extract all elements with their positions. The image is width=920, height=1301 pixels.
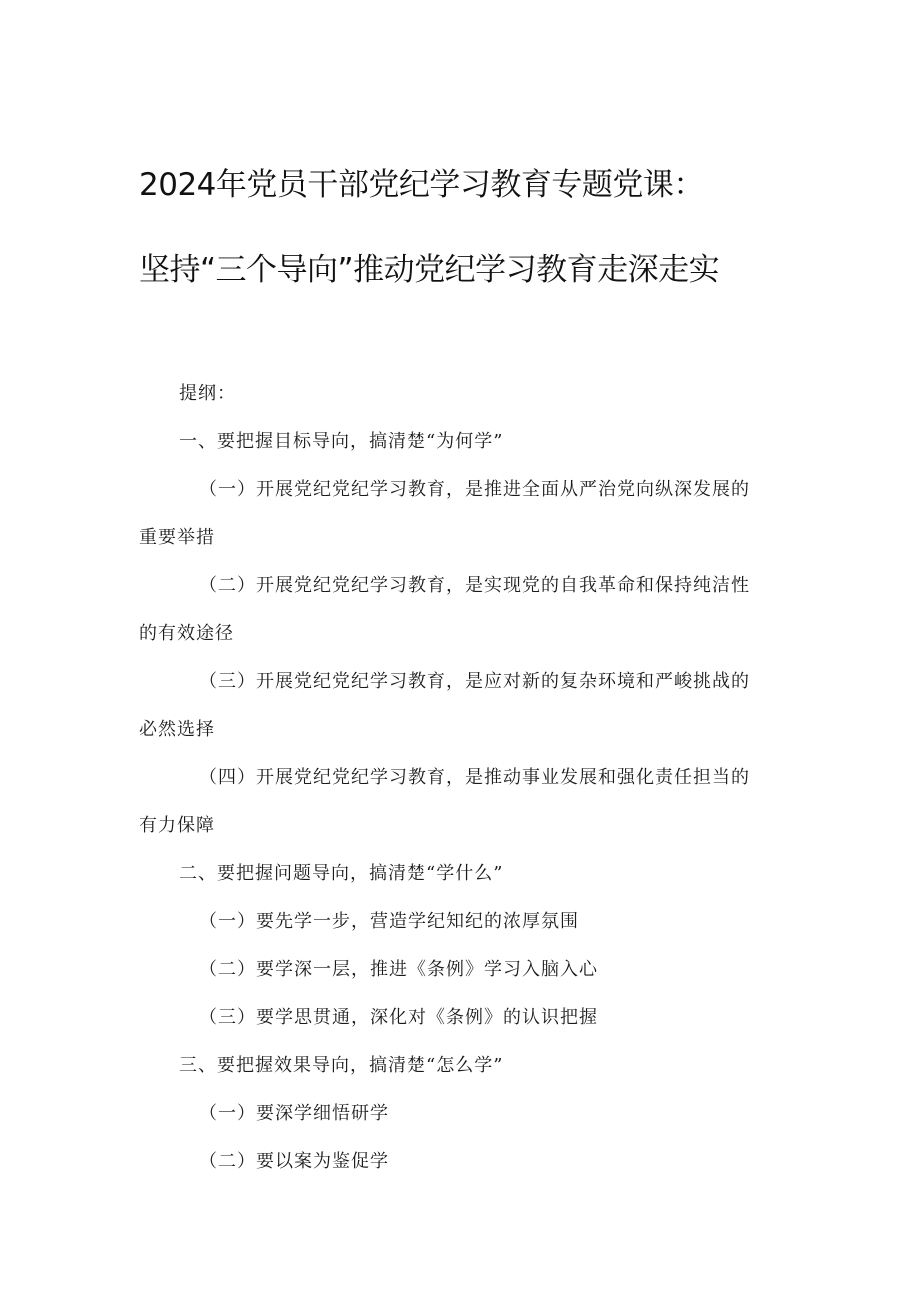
section-heading: 一、要把握目标导向，搞清楚“为何学” (179, 431, 504, 452)
outline-item: （二）要以案为鉴促学 (199, 1151, 389, 1172)
section-heading: 三、要把握效果导向，搞清楚“怎么学” (179, 1055, 504, 1076)
outline-item: （二）要学深一层，推进《条例》学习入脑入心 (199, 959, 598, 980)
outline-item: （二）开展党纪党纪学习教育，是实现党的自我革命和保持纯洁性 (199, 575, 750, 596)
outline-label: 提纲： (179, 383, 236, 404)
outline-item: （四）开展党纪党纪学习教育，是推动事业发展和强化责任担当的 (199, 767, 750, 788)
outline-item: （一）要深学细悟研学 (199, 1103, 389, 1124)
outline-item-continuation: 有力保障 (139, 815, 215, 836)
outline-item: （三）开展党纪党纪学习教育，是应对新的复杂环境和严峻挑战的 (199, 671, 750, 692)
outline-item-continuation: 的有效途径 (139, 623, 234, 644)
outline-item: （一）要先学一步，营造学纪知纪的浓厚氛围 (199, 911, 579, 932)
outline-item: （一）开展党纪党纪学习教育，是推进全面从严治党向纵深发展的 (199, 479, 750, 500)
document-title-line-1: 2024年党员干部党纪学习教育专题党课： (139, 167, 704, 203)
outline-item-continuation: 必然选择 (139, 719, 215, 740)
outline-item-continuation: 重要举措 (139, 527, 215, 548)
section-heading: 二、要把握问题导向，搞清楚“学什么” (179, 863, 504, 884)
document-title-line-2: 坚持“三个导向”推动党纪学习教育走深走实 (139, 252, 720, 288)
outline-item: （三）要学思贯通，深化对《条例》的认识把握 (199, 1007, 598, 1028)
